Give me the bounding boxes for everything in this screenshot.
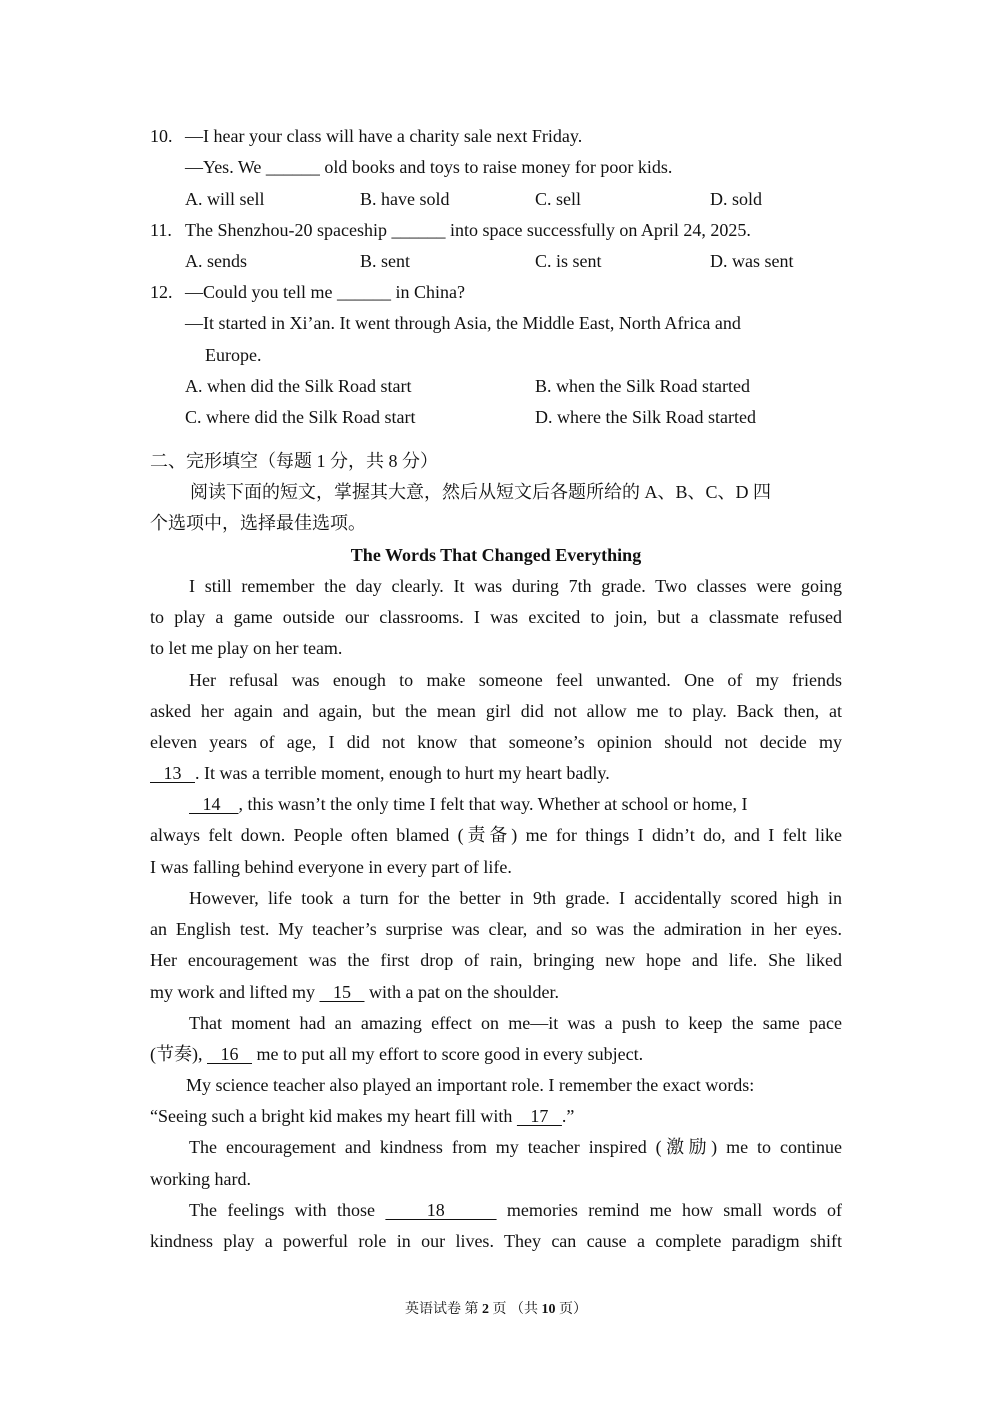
q11-option-c: C. is sent: [535, 251, 602, 271]
page-total: 10: [541, 1302, 556, 1317]
blank-18: 18: [385, 1200, 497, 1220]
passage-line: “Seeing such a bright kid makes my heart fill with 17 .”: [150, 1106, 575, 1126]
passage-line: always felt down. People often blamed (责备) me for things I didn’t do, and I felt like: [150, 825, 842, 845]
blank-17: 17: [516, 1106, 562, 1126]
passage-line: I was falling behind everyone in every part of life.: [150, 857, 512, 877]
passage-line: The feelings with those 18 memories remind me how small words of: [189, 1200, 842, 1220]
passage-line: The encouragement and kindness from my teacher inspired (激励) me to continue: [189, 1137, 842, 1157]
section-instruction-2: 个选项中，选择最佳选项。: [150, 513, 366, 533]
passage-line: Her refusal was enough to make someone feel unwanted. One of my friends: [189, 670, 842, 690]
passage-line: 14 , this wasn’t the only time I felt that way. Whether at school or home, I: [189, 794, 748, 814]
q12-option-d: D. where the Silk Road started: [535, 407, 756, 427]
passage-title: The Words That Changed Everything: [350, 545, 642, 565]
blank-15: 15: [319, 982, 365, 1002]
q12-option-a: A. when did the Silk Road start: [185, 376, 412, 396]
passage-line: my work and lifted my 15 with a pat on the shoulder.: [150, 982, 559, 1002]
q10-line1: —I hear your class will have a charity sale next Friday.: [185, 126, 583, 146]
passage-line: Her encouragement was the first drop of rain, bringing new hope and life. She liked: [150, 950, 842, 970]
q10-option-a: A. will sell: [185, 189, 265, 209]
q12-line3: Europe.: [205, 345, 262, 365]
q10-number: 10.: [150, 126, 173, 146]
passage-line: working hard.: [150, 1169, 251, 1189]
passage-line: to let me play on her team.: [150, 638, 343, 658]
passage-line: an English test. My teacher’s surprise was clear, and so was the admiration in her eyes.: [150, 919, 842, 939]
blank-13: 13: [150, 763, 195, 783]
q10-option-b: B. have sold: [360, 189, 450, 209]
q12-blank: ______: [337, 282, 391, 302]
q12-line2: —It started in Xi’an. It went through Asia, the Middle East, North Africa and: [185, 313, 741, 333]
q11-option-d: D. was sent: [710, 251, 794, 271]
q11-option-a: A. sends: [185, 251, 247, 271]
passage-line: I still remember the day clearly. It was during 7th grade. Two classes were going: [189, 576, 842, 596]
blank-16: 16: [207, 1044, 252, 1064]
passage-line: kindness play a powerful role in our lives. They can cause a complete paradigm shift: [150, 1231, 842, 1251]
q11-number: 11.: [150, 220, 172, 240]
passage-line: 13 . It was a terrible moment, enough to hurt my heart badly.: [150, 763, 610, 783]
passage-line: asked her again and again, but the mean girl did not allow me to play. Back then, at: [150, 701, 842, 721]
section-instruction-1: 阅读下面的短文，掌握其大意，然后从短文后各题所给的 A、B、C、D 四: [190, 482, 772, 502]
blank-14: 14: [189, 794, 239, 814]
passage-line: to play a game outside our classrooms. I was excited to join, but a classmate refused: [150, 607, 842, 627]
passage-line: That moment had an amazing effect on me—it was a push to keep the same pace: [189, 1013, 842, 1033]
q11-text: The Shenzhou-20 spaceship ______ into space successfully on April 24, 2025.: [185, 220, 751, 240]
q12-option-b: B. when the Silk Road started: [535, 376, 750, 396]
passage-line: (节奏), 16 me to put all my effort to score good in every subject.: [150, 1044, 644, 1064]
q11-blank: ______: [391, 220, 446, 240]
q11-option-b: B. sent: [360, 251, 411, 271]
section-heading: 二、完形填空（每题 1 分，共 8 分）: [150, 451, 438, 471]
page-number: 2: [482, 1302, 489, 1317]
q10-blank: ______: [265, 157, 320, 177]
page-footer: 英语试卷 第 2 页 （共 10 页）: [405, 1302, 587, 1317]
q12-option-c: C. where did the Silk Road start: [185, 407, 416, 427]
q12-line1: —Could you tell me ______ in China?: [185, 282, 465, 302]
passage-line: My science teacher also played an important role. I remember the exact words:: [186, 1075, 755, 1095]
q12-number: 12.: [150, 282, 173, 302]
q10-line2: —Yes. We ______ old books and toys to raise money for poor kids.: [185, 157, 673, 177]
passage-line: However, life took a turn for the better in 9th grade. I accidentally scored high in: [189, 888, 842, 908]
passage-line: eleven years of age, I did not know that someone’s opinion should not decide my: [150, 732, 842, 752]
q10-option-d: D. sold: [710, 189, 763, 209]
q10-option-c: C. sell: [535, 189, 582, 209]
